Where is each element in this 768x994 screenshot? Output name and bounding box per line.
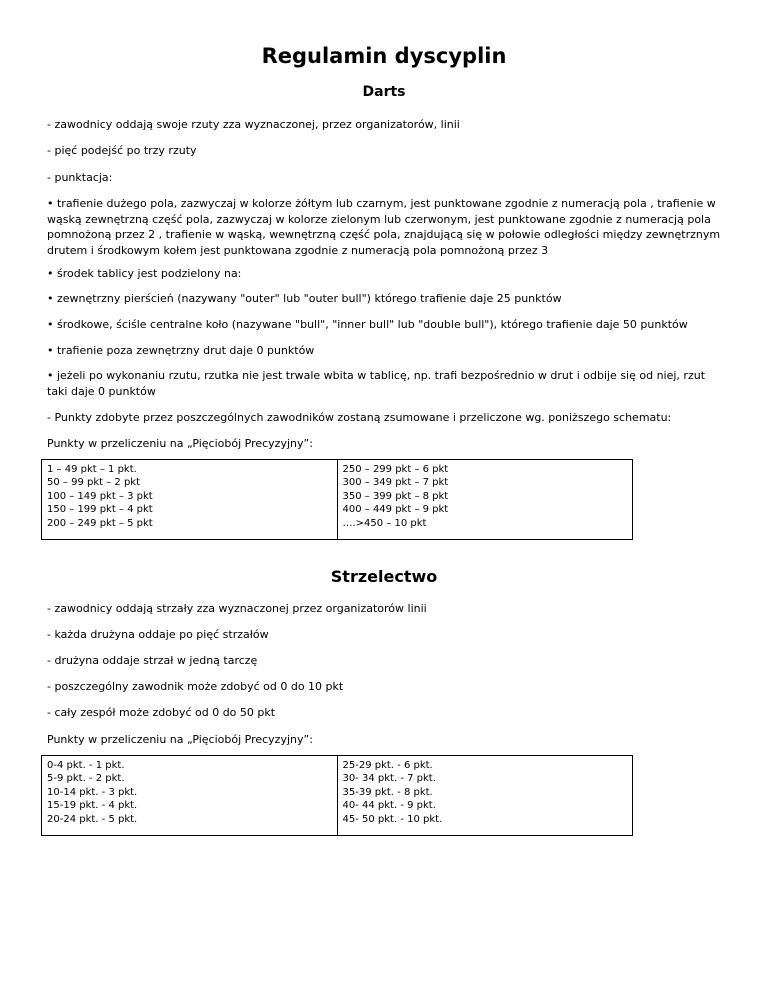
darts-rule-line: - zawodnicy oddają swoje rzuty zza wyznaczonej, przez organizatorów, linii: [47, 118, 460, 131]
table-row: 25-29 pkt. - 6 pkt.: [342, 760, 433, 771]
darts-scoring-fields: • trafienie dużego pola, zazwyczaj w kolorze żółtym lub czarnym, jest punktowane zgodnie z numeracją pola , trafienie w wąską zewnętrzną część pola, zazwyczaj w kolorze zielonym lub czerwonym, jest punktowane zgodnie z numeracją pola pomnożoną przez 2 , trafienie w wąską, wewnętrzną część pola, znajdującą się w połowie odległości między zewnętrznym drutem i środkowym kołem jest punktowana zgodnie z numeracją pola pomnożoną przez 3: [47, 197, 721, 257]
table-row: 15-19 pkt. - 4 pkt.: [47, 800, 138, 812]
table-row: 300 – 349 pkt – 7 pkt: [342, 477, 449, 489]
darts-table-right-cell: [337, 460, 633, 540]
strz-conversion-table: [41, 755, 633, 836]
table-row: 45- 50 pkt. - 10 pkt.: [342, 813, 443, 825]
page-title: Regulamin dyscyplin: [261, 44, 507, 68]
table-row: 35-39 pkt. - 8 pkt.: [342, 786, 433, 798]
strzelectwo-heading: Strzelectwo: [330, 567, 438, 586]
strz-rule-line: - zawodnicy oddają strzały zza wyznaczonej przez organizatorów linii: [47, 602, 427, 615]
table-row: 100 – 149 pkt – 3 pkt: [47, 490, 153, 502]
table-row: ….>450 – 10 pkt: [342, 517, 427, 529]
darts-rule-rounds: - pięć podejść po trzy rzuty: [47, 144, 197, 157]
darts-inner-bull: • środkowe, ściśle centralne koło (nazywane "bull", "inner bull" lub "double bull"), którego trafienie daje 50 punktów: [47, 318, 688, 331]
darts-conversion-label: Punkty w przeliczeniu na „Pięciobój Precyzyjny”:: [47, 437, 313, 450]
table-row: 350 – 399 pkt – 8 pkt: [342, 490, 449, 502]
table-row: 50 – 99 pkt – 2 pkt: [47, 477, 141, 489]
table-row: 5-9 pkt. - 2 pkt.: [47, 773, 125, 785]
table-row: 0-4 pkt. - 1 pkt.: [47, 760, 125, 771]
table-row: 30- 34 pkt. - 7 pkt.: [342, 773, 436, 785]
table-row: 200 – 249 pkt – 5 pkt: [47, 517, 153, 529]
strz-rule-individual: - poszczególny zawodnik może zdobyć od 0 do 10 pkt: [47, 680, 344, 693]
darts-outer-bull: • zewnętrzny pierścień (nazywany "outer" lub "outer bull") którego trafienie daje 25 punktów: [47, 292, 562, 305]
table-row: 400 – 449 pkt – 9 pkt: [342, 504, 449, 516]
strz-rule-shots: - każda drużyna oddaje po pięć strzałów: [47, 628, 269, 641]
darts-board-center: • środek tablicy jest podzielony na:: [47, 267, 242, 280]
strz-conversion-label: Punkty w przeliczeniu na „Pięciobój Precyzyjny”:: [47, 733, 313, 746]
darts-conversion-table: [41, 459, 633, 540]
table-row: 150 – 199 pkt – 4 pkt: [47, 504, 153, 516]
darts-outside-wire: • trafienie poza zewnętrzny drut daje 0 punktów: [47, 344, 315, 357]
strz-table-right-cell: [337, 756, 633, 836]
table-row: 10-14 pkt. - 3 pkt.: [47, 786, 138, 798]
strz-rule-target: - drużyna oddaje strzał w jedną tarczę: [47, 654, 258, 667]
darts-heading: Darts: [362, 84, 406, 100]
darts-table-left-cell: [42, 460, 338, 540]
table-row: 250 – 299 pkt – 6 pkt: [342, 464, 449, 475]
table-row: 20-24 pkt. - 5 pkt.: [47, 813, 138, 825]
strz-rule-team: - cały zespół może zdobyć od 0 do 50 pkt: [47, 706, 276, 719]
darts-summation: - Punkty zdobyte przez poszczególnych zawodników zostaną zsumowane i przeliczone wg. poniższego schematu:: [47, 411, 672, 424]
table-row: 1 – 49 pkt – 1 pkt.: [47, 464, 137, 475]
table-row: 40- 44 pkt. - 9 pkt.: [342, 800, 436, 812]
darts-bounce-rule: • jeżeli po wykonaniu rzutu, rzutka nie jest trwale wbita w tablicę, np. trafi bezpośrednio w drut i odbije się od niej, rzut taki daje 0 punktów: [47, 369, 706, 398]
darts-scoring-label: - punktacja:: [47, 171, 113, 184]
strz-table-left-cell: [42, 756, 338, 836]
